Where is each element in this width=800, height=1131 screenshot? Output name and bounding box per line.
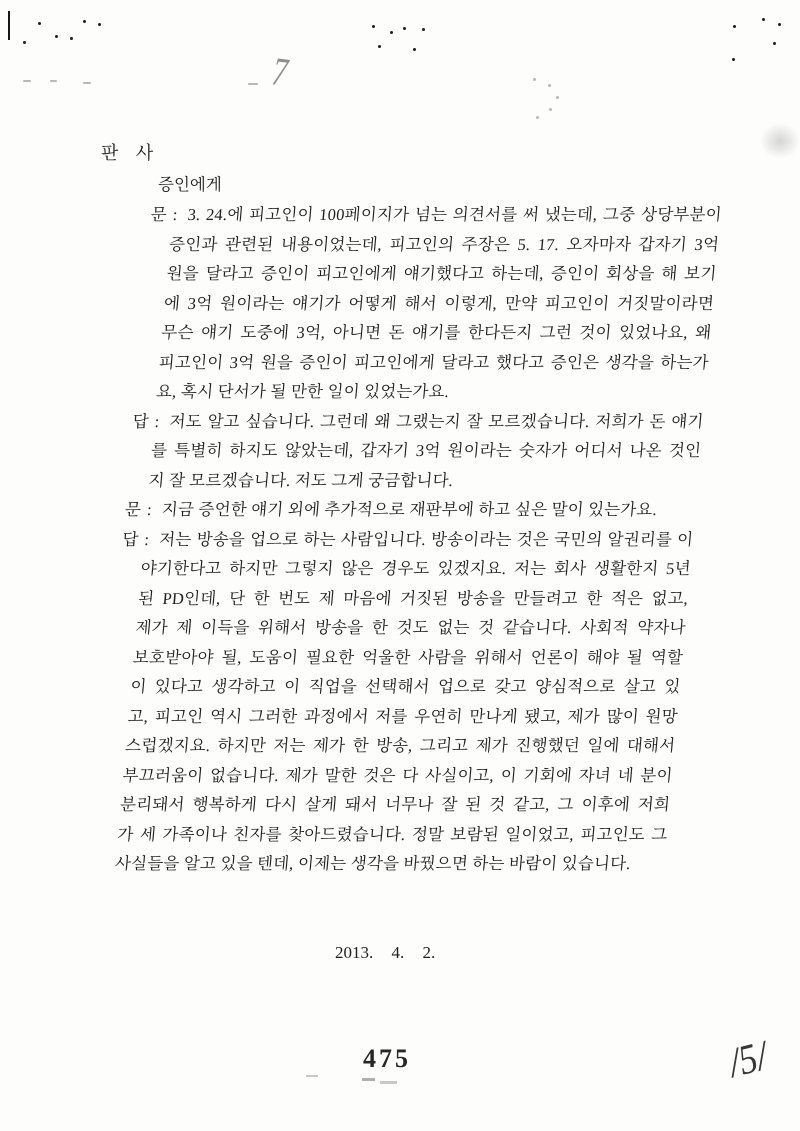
scan-speck [50, 80, 57, 82]
transcript-line: 지 잘 모르겠습니다. 저도 그게 궁금합니다. [147, 470, 454, 490]
transcript-line: 를 특별히 하지도 않았는데, 갑자기 3억 원이라는 숫자가 어디서 나온 것인 [150, 441, 702, 460]
transcript-body [93, 200, 723, 879]
scan-speck [413, 48, 416, 51]
scan-speck [556, 96, 559, 99]
scan-speck [372, 25, 375, 28]
qa-entry-question-1 [134, 200, 723, 407]
scan-speck [83, 82, 91, 84]
speaker-label: 답 [121, 529, 140, 549]
scan-speck [732, 58, 735, 61]
transcript-line: 부끄러움이 없습니다. 제가 말한 것은 다 사실이고, 이 기회에 자녀 네 분이 [121, 765, 674, 785]
scan-speck [23, 41, 26, 44]
transcript-line: 스럽겠지요. 하지만 저는 제가 한 방송, 그리고 제가 진행했던 일에 대해서 [124, 736, 677, 755]
scan-speck [778, 23, 781, 26]
handwritten-page-annotation: /5/ [724, 1033, 773, 1087]
line-text: 저는 방송을 업으로 하는 사람입니다. 방송이라는 것은 국민의 알권리를 이 [158, 529, 695, 549]
transcript-line: 사실들을 알고 있을 텐데, 이제는 생각을 바꿨으면 하는 바람이 있습니다. [114, 854, 632, 873]
transcript-line [149, 200, 723, 230]
speaker-label: 답 [131, 411, 150, 431]
line-text: 3. 24.에 피고인이 100페이지가 넘는 의견서를 써 냈는데, 그중 상당부분이 [186, 205, 723, 224]
scan-speck [83, 20, 86, 23]
scan-speck [533, 78, 536, 81]
transcript-line [121, 525, 695, 555]
qa-entry-answer-2 [93, 525, 695, 879]
scan-speck [422, 28, 425, 31]
handwritten-seven-mark: 7 [269, 48, 291, 95]
speaker-label: 문 [124, 500, 142, 519]
transcript-line: 보호받아야 될, 도움이 필요한 억울한 사람을 위해서 언론이 해야 될 역할 [132, 647, 684, 667]
transcript-line: 에 3억 원이라는 얘기가 어떻게 해서 이렇게, 만약 피고인이 거짓말이라면 [163, 293, 715, 313]
scan-speck [55, 35, 58, 38]
line-text: 저도 알고 싶습니다. 그런데 왜 그랬는지 잘 모르겠습니다. 저희가 돈 얘기 [168, 411, 705, 431]
transcript-line: 피고인이 3억 원을 증인이 피고인에게 달라고 했다고 증인은 생각을 하는가 [157, 352, 710, 372]
transcript-line: 제가 제 이득을 위해서 방송을 한 것도 없는 것 같습니다. 사회적 약자나 [134, 618, 687, 637]
transcript-line: 요, 혹시 단서가 될 만한 일이 있었는가요. [155, 382, 450, 401]
transcript-line: 가 세 가족이나 친자를 찾아드렸습니다. 정말 보람된 일이었고, 피고인도 그 [116, 824, 669, 844]
transcript-line [124, 495, 698, 525]
line-text: 지금 증언한 얘기 외에 추가적으로 재판부에 하고 싶은 말이 있는가요. [161, 500, 658, 519]
scan-speck [549, 108, 552, 111]
colon-separator: : [143, 529, 151, 549]
scan-speck [403, 27, 406, 30]
transcript-line: 증인과 관련된 내용이었는데, 피고인의 주장은 5. 17. 오자마자 갑자기 3억 [168, 234, 720, 254]
transcript-line: 고, 피고인 역시 그러한 과정에서 저를 우연히 만나게 됐고, 제가 많이 원망 [127, 706, 679, 726]
scan-speck [733, 25, 736, 28]
scan-speck [762, 18, 765, 21]
scan-speck [98, 23, 101, 26]
qa-entry-question-2 [124, 495, 698, 525]
transcript-line: 야기한다고 하지만 그렇지 않은 경우도 있겠지요. 저는 회사 생활한지 5년 [139, 559, 692, 578]
scan-speck [773, 42, 776, 45]
scan-smudge [362, 1078, 375, 1081]
document-date: 2013. 4. 2. [335, 943, 436, 962]
speaker-heading-judge: 판 사 [101, 143, 155, 163]
colon-separator: : [172, 205, 179, 224]
scan-speck [38, 22, 41, 25]
qa-entry-answer-1 [126, 407, 705, 496]
transcript-line [131, 407, 705, 437]
scan-speck [248, 83, 258, 85]
transcript-line: 이 있다고 생각하고 이 직업을 선택해서 업으로 갖고 양심적으로 살고 있 [129, 677, 682, 696]
scan-speck [378, 45, 381, 48]
colon-separator: : [146, 500, 153, 519]
scan-speck [70, 37, 73, 40]
scan-smudge [306, 1075, 318, 1077]
addressee-line: 증인에게 [158, 175, 222, 194]
scan-smudge [380, 1081, 397, 1084]
scan-speck [390, 31, 393, 34]
page-number: 475 [363, 1044, 411, 1073]
transcript-line: 된 PD인데, 단 한 번도 제 마음에 거짓된 방송을 만들려고 한 적은 없고, [137, 588, 690, 608]
scan-smudge [760, 123, 800, 159]
transcript-line: 무슨 얘기 도중에 3억, 아니면 돈 얘기를 한다든지 그런 것이 있었나요, 왜 [160, 323, 713, 342]
scan-speck [536, 116, 539, 119]
scan-speck [548, 84, 551, 87]
speaker-label: 문 [149, 205, 168, 224]
transcript-line: 분리돼서 행복하게 다시 살게 돼서 너무나 잘 된 것 같고, 그 이후에 저희 [119, 795, 671, 814]
scan-speck [23, 80, 31, 82]
transcript-line: 원을 달라고 증인이 피고인에게 얘기했다고 하는데, 증인이 회상을 해 보기 [165, 264, 718, 283]
colon-separator: : [153, 411, 161, 431]
scan-edge-mark [8, 11, 10, 40]
